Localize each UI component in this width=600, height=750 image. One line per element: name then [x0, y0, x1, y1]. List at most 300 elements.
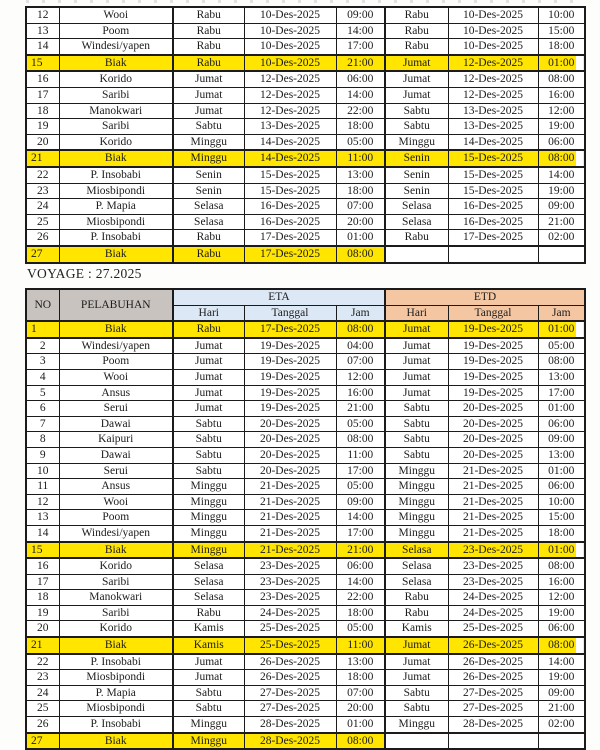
cell-etd-hari: Senin	[385, 183, 448, 199]
previous-voyage-table	[25, 6, 586, 264]
cell-etd-jam: 16:00	[538, 574, 585, 590]
cell-eta-hari: Jumat	[173, 385, 244, 401]
cell-etd-hari: Kamis	[385, 621, 448, 637]
table-row	[26, 416, 585, 432]
table-row	[26, 39, 585, 55]
cell-eta-tanggal: 20-Des-2025	[244, 463, 336, 479]
cell-eta-hari: Rabu	[173, 39, 244, 55]
table-row	[26, 7, 585, 23]
column-header-etd: ETD	[385, 289, 585, 305]
cell-no: 12	[26, 494, 59, 510]
cell-eta-jam: 21:00	[336, 401, 385, 417]
cell-eta-tanggal: 21-Des-2025	[244, 494, 336, 510]
cell-no: 13	[26, 510, 59, 526]
cell-etd-hari: Sabtu	[385, 401, 448, 417]
cell-etd-tanggal: 26-Des-2025	[448, 654, 538, 670]
cell-etd-tanggal: 12-Des-2025	[448, 55, 538, 72]
cell-etd-hari: Jumat	[385, 654, 448, 670]
cell-eta-tanggal: 27-Des-2025	[244, 685, 336, 701]
cell-eta-hari: Jumat	[173, 654, 244, 670]
cell-etd-hari: Minggu	[385, 525, 448, 541]
cell-eta-jam: 14:00	[336, 510, 385, 526]
cell-etd-jam: 19:00	[538, 119, 585, 135]
cell-etd-tanggal: 27-Des-2025	[448, 685, 538, 701]
cell-pelabuhan: Saribi	[59, 574, 173, 590]
cell-no: 26	[26, 230, 59, 246]
cell-etd-hari: Sabtu	[385, 432, 448, 448]
cell-etd-tanggal: 17-Des-2025	[448, 230, 538, 246]
cell-eta-jam: 18:00	[336, 183, 385, 199]
cell-etd-hari: Minggu	[385, 510, 448, 526]
cell-eta-tanggal: 12-Des-2025	[244, 103, 336, 119]
cell-pelabuhan: Dawai	[59, 416, 173, 432]
cell-eta-tanggal: 10-Des-2025	[244, 39, 336, 55]
cell-no: 24	[26, 685, 59, 701]
cell-etd-hari: Jumat	[385, 637, 448, 654]
cell-pelabuhan: P. Insobabi	[59, 167, 173, 183]
cell-eta-tanggal: 20-Des-2025	[244, 432, 336, 448]
cell-etd-jam: 02:00	[538, 717, 585, 733]
cell-etd-jam: 19:00	[538, 670, 585, 686]
voyage-table	[25, 288, 586, 750]
cell-no: 21	[26, 150, 59, 167]
cell-etd-tanggal: 15-Des-2025	[448, 183, 538, 199]
cell-eta-tanggal: 21-Des-2025	[244, 542, 336, 559]
cell-etd-jam: 06:00	[538, 479, 585, 495]
cell-etd-jam	[538, 246, 585, 263]
cell-eta-tanggal: 25-Des-2025	[244, 637, 336, 654]
cell-no: 6	[26, 401, 59, 417]
cell-eta-jam: 14:00	[336, 574, 385, 590]
cell-etd-jam: 12:00	[538, 103, 585, 119]
cell-pelabuhan: Ansus	[59, 385, 173, 401]
table-row	[26, 654, 585, 670]
cell-etd-hari: Minggu	[385, 463, 448, 479]
cell-no: 16	[26, 71, 59, 87]
cell-etd-tanggal: 21-Des-2025	[448, 525, 538, 541]
table-row	[26, 55, 585, 72]
cell-pelabuhan: Korido	[59, 621, 173, 637]
cell-eta-hari: Sabtu	[173, 685, 244, 701]
cell-etd-tanggal: 23-Des-2025	[448, 558, 538, 574]
cell-eta-tanggal: 21-Des-2025	[244, 525, 336, 541]
cell-etd-tanggal: 21-Des-2025	[448, 479, 538, 495]
cell-etd-hari: Rabu	[385, 39, 448, 55]
cell-no: 12	[26, 7, 59, 23]
cell-no: 27	[26, 733, 59, 750]
table-row	[26, 321, 585, 338]
cell-no: 9	[26, 447, 59, 463]
table-row	[26, 134, 585, 150]
column-header-eta-hari: Hari	[173, 305, 244, 321]
cell-eta-tanggal: 14-Des-2025	[244, 134, 336, 150]
cell-eta-hari: Rabu	[173, 7, 244, 23]
cell-etd-hari: Selasa	[385, 542, 448, 559]
cell-pelabuhan: Biak	[59, 321, 173, 338]
cell-no: 11	[26, 479, 59, 495]
cell-etd-jam: 08:00	[538, 637, 585, 654]
cell-pelabuhan: Miosbipondi	[59, 670, 173, 686]
cell-pelabuhan: Wooi	[59, 494, 173, 510]
cell-etd-jam: 08:00	[538, 354, 585, 370]
cell-eta-hari: Minggu	[173, 525, 244, 541]
cell-pelabuhan: Windesi/yapen	[59, 338, 173, 354]
cell-eta-jam: 17:00	[336, 463, 385, 479]
cell-eta-jam: 20:00	[336, 701, 385, 717]
cell-eta-hari: Minggu	[173, 150, 244, 167]
cell-etd-jam: 13:00	[538, 447, 585, 463]
cell-eta-jam: 12:00	[336, 369, 385, 385]
cell-eta-jam: 18:00	[336, 670, 385, 686]
cell-no: 18	[26, 590, 59, 606]
cell-etd-jam: 16:00	[538, 87, 585, 103]
cell-etd-jam: 10:00	[538, 7, 585, 23]
cell-no: 15	[26, 542, 59, 559]
cell-eta-jam: 01:00	[336, 230, 385, 246]
cell-eta-jam: 08:00	[336, 321, 385, 338]
cell-etd-jam: 01:00	[538, 55, 585, 72]
cell-eta-jam: 07:00	[336, 354, 385, 370]
table-row	[26, 574, 585, 590]
cell-eta-hari: Sabtu	[173, 463, 244, 479]
cell-etd-jam: 09:00	[538, 685, 585, 701]
cell-no: 8	[26, 432, 59, 448]
cell-etd-jam: 10:00	[538, 494, 585, 510]
cell-etd-tanggal: 27-Des-2025	[448, 701, 538, 717]
cell-eta-hari: Kamis	[173, 621, 244, 637]
cell-eta-jam: 18:00	[336, 119, 385, 135]
cell-no: 16	[26, 558, 59, 574]
cell-etd-jam: 14:00	[538, 167, 585, 183]
cell-etd-tanggal: 19-Des-2025	[448, 369, 538, 385]
cell-eta-jam: 14:00	[336, 87, 385, 103]
table-row	[26, 167, 585, 183]
table-row	[26, 685, 585, 701]
table-row	[26, 369, 585, 385]
cell-pelabuhan: Manokwari	[59, 590, 173, 606]
cell-no: 1	[26, 321, 59, 338]
table-row	[26, 590, 585, 606]
cell-eta-tanggal: 19-Des-2025	[244, 338, 336, 354]
cell-eta-tanggal: 14-Des-2025	[244, 150, 336, 167]
cell-eta-jam: 22:00	[336, 103, 385, 119]
table-row	[26, 701, 585, 717]
cell-no: 23	[26, 183, 59, 199]
cell-pelabuhan: P. Insobabi	[59, 654, 173, 670]
cell-etd-hari: Selasa	[385, 199, 448, 215]
cell-no: 10	[26, 463, 59, 479]
cell-pelabuhan: Biak	[59, 55, 173, 72]
cell-eta-tanggal: 13-Des-2025	[244, 119, 336, 135]
cell-etd-jam: 02:00	[538, 230, 585, 246]
cell-etd-tanggal: 24-Des-2025	[448, 590, 538, 606]
cell-pelabuhan: Dawai	[59, 447, 173, 463]
cell-eta-tanggal: 23-Des-2025	[244, 558, 336, 574]
cell-eta-tanggal: 15-Des-2025	[244, 183, 336, 199]
cell-eta-hari: Selasa	[173, 558, 244, 574]
cell-eta-tanggal: 17-Des-2025	[244, 230, 336, 246]
cell-eta-jam: 01:00	[336, 717, 385, 733]
cell-eta-hari: Jumat	[173, 401, 244, 417]
cell-eta-jam: 11:00	[336, 637, 385, 654]
cell-etd-tanggal: 10-Des-2025	[448, 7, 538, 23]
cell-no: 4	[26, 369, 59, 385]
cell-etd-jam: 08:00	[538, 150, 585, 167]
cell-etd-tanggal: 19-Des-2025	[448, 354, 538, 370]
cell-eta-hari: Jumat	[173, 103, 244, 119]
table-row	[26, 621, 585, 637]
cell-etd-hari: Jumat	[385, 321, 448, 338]
cell-eta-tanggal: 20-Des-2025	[244, 416, 336, 432]
voyage-label: VOYAGE : 27.2025	[27, 266, 142, 281]
cell-pelabuhan: Korido	[59, 134, 173, 150]
cell-eta-tanggal: 28-Des-2025	[244, 717, 336, 733]
cell-pelabuhan: Poom	[59, 510, 173, 526]
cell-eta-hari: Sabtu	[173, 447, 244, 463]
cell-etd-tanggal: 20-Des-2025	[448, 432, 538, 448]
table-row	[26, 119, 585, 135]
cell-no: 18	[26, 103, 59, 119]
cell-etd-tanggal	[448, 733, 538, 750]
cell-pelabuhan: Miosbipondi	[59, 701, 173, 717]
cell-etd-tanggal: 19-Des-2025	[448, 321, 538, 338]
cell-no: 2	[26, 338, 59, 354]
cell-eta-tanggal: 16-Des-2025	[244, 214, 336, 230]
cell-pelabuhan: Biak	[59, 733, 173, 750]
cell-etd-hari: Minggu	[385, 494, 448, 510]
cell-etd-hari: Rabu	[385, 7, 448, 23]
table-row	[26, 401, 585, 417]
cell-etd-tanggal: 28-Des-2025	[448, 717, 538, 733]
cell-etd-tanggal: 13-Des-2025	[448, 119, 538, 135]
cell-etd-jam: 09:00	[538, 432, 585, 448]
cell-pelabuhan: Windesi/yapen	[59, 39, 173, 55]
cell-etd-tanggal: 16-Des-2025	[448, 214, 538, 230]
table-row	[26, 71, 585, 87]
column-header-eta: ETA	[173, 289, 385, 305]
cell-no: 19	[26, 605, 59, 621]
table-row	[26, 214, 585, 230]
cell-no: 14	[26, 525, 59, 541]
table-row	[26, 479, 585, 495]
cell-etd-jam: 08:00	[538, 71, 585, 87]
cell-eta-jam: 21:00	[336, 55, 385, 72]
column-header-etd-hari: Hari	[385, 305, 448, 321]
cell-pelabuhan: Miosbipondi	[59, 183, 173, 199]
cell-no: 5	[26, 385, 59, 401]
cell-eta-hari: Jumat	[173, 71, 244, 87]
cell-pelabuhan: Biak	[59, 542, 173, 559]
table-row	[26, 87, 585, 103]
cell-eta-tanggal: 20-Des-2025	[244, 447, 336, 463]
table-row	[26, 432, 585, 448]
cell-etd-tanggal: 23-Des-2025	[448, 542, 538, 559]
cell-etd-hari: Minggu	[385, 134, 448, 150]
cell-eta-jam: 08:00	[336, 432, 385, 448]
table-row	[26, 525, 585, 541]
cell-eta-jam: 11:00	[336, 447, 385, 463]
cell-no: 26	[26, 717, 59, 733]
table-row	[26, 558, 585, 574]
cell-no: 20	[26, 134, 59, 150]
cell-pelabuhan: Korido	[59, 558, 173, 574]
cell-pelabuhan: Poom	[59, 354, 173, 370]
cell-eta-jam: 11:00	[336, 150, 385, 167]
cell-eta-jam: 20:00	[336, 214, 385, 230]
cell-etd-tanggal: 15-Des-2025	[448, 167, 538, 183]
cell-pelabuhan: Poom	[59, 23, 173, 39]
table-row	[26, 183, 585, 199]
column-header-eta-jam: Jam	[336, 305, 385, 321]
table-row	[26, 717, 585, 733]
cell-eta-hari: Sabtu	[173, 701, 244, 717]
cell-pelabuhan: Wooi	[59, 7, 173, 23]
cell-eta-jam: 07:00	[336, 685, 385, 701]
cell-etd-jam: 08:00	[538, 558, 585, 574]
cell-etd-tanggal: 20-Des-2025	[448, 447, 538, 463]
cell-eta-tanggal: 21-Des-2025	[244, 479, 336, 495]
cell-eta-hari: Jumat	[173, 338, 244, 354]
cell-etd-hari: Jumat	[385, 55, 448, 72]
table-row	[26, 670, 585, 686]
cell-no: 22	[26, 654, 59, 670]
cell-eta-tanggal: 28-Des-2025	[244, 733, 336, 750]
cell-etd-hari: Rabu	[385, 230, 448, 246]
cell-eta-jam: 05:00	[336, 416, 385, 432]
cell-eta-jam: 16:00	[336, 385, 385, 401]
cell-etd-hari	[385, 246, 448, 263]
cell-eta-tanggal: 21-Des-2025	[244, 510, 336, 526]
cell-eta-jam: 17:00	[336, 525, 385, 541]
cell-pelabuhan: Ansus	[59, 479, 173, 495]
cell-etd-hari: Jumat	[385, 338, 448, 354]
cell-eta-tanggal: 25-Des-2025	[244, 621, 336, 637]
cell-no: 15	[26, 55, 59, 72]
cell-etd-hari: Jumat	[385, 87, 448, 103]
column-header-etd-tanggal: Tanggal	[448, 305, 538, 321]
cell-etd-hari: Rabu	[385, 605, 448, 621]
cell-etd-jam: 19:00	[538, 183, 585, 199]
table-row	[26, 230, 585, 246]
cell-eta-jam: 09:00	[336, 7, 385, 23]
cell-eta-jam: 06:00	[336, 71, 385, 87]
cell-eta-jam: 04:00	[336, 338, 385, 354]
table-row	[26, 150, 585, 167]
cell-eta-tanggal: 17-Des-2025	[244, 321, 336, 338]
cell-etd-hari: Jumat	[385, 71, 448, 87]
table-row	[26, 246, 585, 263]
cell-pelabuhan: P. Insobabi	[59, 717, 173, 733]
cell-no: 22	[26, 167, 59, 183]
cell-eta-tanggal: 26-Des-2025	[244, 654, 336, 670]
cell-eta-hari: Jumat	[173, 354, 244, 370]
cell-etd-hari: Minggu	[385, 479, 448, 495]
column-header-eta-tanggal: Tanggal	[244, 305, 336, 321]
cell-eta-hari: Rabu	[173, 23, 244, 39]
cell-pelabuhan: Biak	[59, 246, 173, 263]
cell-eta-tanggal: 16-Des-2025	[244, 199, 336, 215]
cell-etd-tanggal: 26-Des-2025	[448, 670, 538, 686]
cell-eta-tanggal: 23-Des-2025	[244, 574, 336, 590]
cell-eta-hari: Selasa	[173, 214, 244, 230]
cell-etd-hari: Sabtu	[385, 416, 448, 432]
table-row	[26, 23, 585, 39]
cell-eta-hari: Sabtu	[173, 119, 244, 135]
cell-no: 3	[26, 354, 59, 370]
cell-etd-hari: Sabtu	[385, 701, 448, 717]
cell-eta-hari: Selasa	[173, 574, 244, 590]
cell-pelabuhan: Manokwari	[59, 103, 173, 119]
cell-etd-tanggal: 20-Des-2025	[448, 401, 538, 417]
cell-pelabuhan: P. Mapia	[59, 685, 173, 701]
cell-etd-tanggal: 10-Des-2025	[448, 23, 538, 39]
cell-etd-jam: 01:00	[538, 401, 585, 417]
cell-eta-tanggal: 24-Des-2025	[244, 605, 336, 621]
cell-etd-hari: Jumat	[385, 385, 448, 401]
cell-etd-jam: 05:00	[538, 338, 585, 354]
cell-etd-hari: Selasa	[385, 574, 448, 590]
cell-no: 13	[26, 23, 59, 39]
table-row	[26, 542, 585, 559]
cell-pelabuhan: Saribi	[59, 87, 173, 103]
cell-eta-hari: Minggu	[173, 717, 244, 733]
cell-eta-jam: 13:00	[336, 167, 385, 183]
table-row	[26, 463, 585, 479]
cell-eta-hari: Senin	[173, 183, 244, 199]
cell-no: 19	[26, 119, 59, 135]
cell-etd-hari: Selasa	[385, 558, 448, 574]
cell-no: 25	[26, 214, 59, 230]
cell-eta-jam: 14:00	[336, 23, 385, 39]
cell-eta-tanggal: 19-Des-2025	[244, 385, 336, 401]
cell-eta-tanggal: 10-Des-2025	[244, 23, 336, 39]
cell-eta-tanggal: 15-Des-2025	[244, 167, 336, 183]
cell-etd-tanggal: 19-Des-2025	[448, 385, 538, 401]
cell-no: 21	[26, 637, 59, 654]
cell-etd-tanggal: 15-Des-2025	[448, 150, 538, 167]
cell-eta-tanggal: 26-Des-2025	[244, 670, 336, 686]
cell-pelabuhan: Saribi	[59, 605, 173, 621]
cell-etd-hari: Rabu	[385, 23, 448, 39]
cell-eta-hari: Selasa	[173, 590, 244, 606]
cell-eta-tanggal: 19-Des-2025	[244, 354, 336, 370]
cell-etd-hari: Sabtu	[385, 119, 448, 135]
table-row	[26, 385, 585, 401]
cell-eta-jam: 22:00	[336, 590, 385, 606]
cell-no: 17	[26, 574, 59, 590]
cell-eta-hari: Minggu	[173, 510, 244, 526]
cell-eta-hari: Minggu	[173, 733, 244, 750]
cell-pelabuhan: Serui	[59, 463, 173, 479]
cell-eta-jam: 08:00	[336, 733, 385, 750]
cell-no: 23	[26, 670, 59, 686]
cell-eta-jam: 05:00	[336, 621, 385, 637]
cell-etd-tanggal: 20-Des-2025	[448, 416, 538, 432]
cell-etd-hari: Minggu	[385, 717, 448, 733]
cell-eta-tanggal: 10-Des-2025	[244, 7, 336, 23]
cell-eta-hari: Sabtu	[173, 416, 244, 432]
cell-no: 27	[26, 246, 59, 263]
cell-no: 20	[26, 621, 59, 637]
cell-eta-jam: 09:00	[336, 494, 385, 510]
voyage-table-header	[26, 289, 585, 321]
cell-etd-tanggal: 10-Des-2025	[448, 39, 538, 55]
table-row	[26, 605, 585, 621]
cell-pelabuhan: Wooi	[59, 369, 173, 385]
cell-etd-jam: 06:00	[538, 134, 585, 150]
cell-etd-jam: 06:00	[538, 416, 585, 432]
cell-etd-hari: Jumat	[385, 369, 448, 385]
